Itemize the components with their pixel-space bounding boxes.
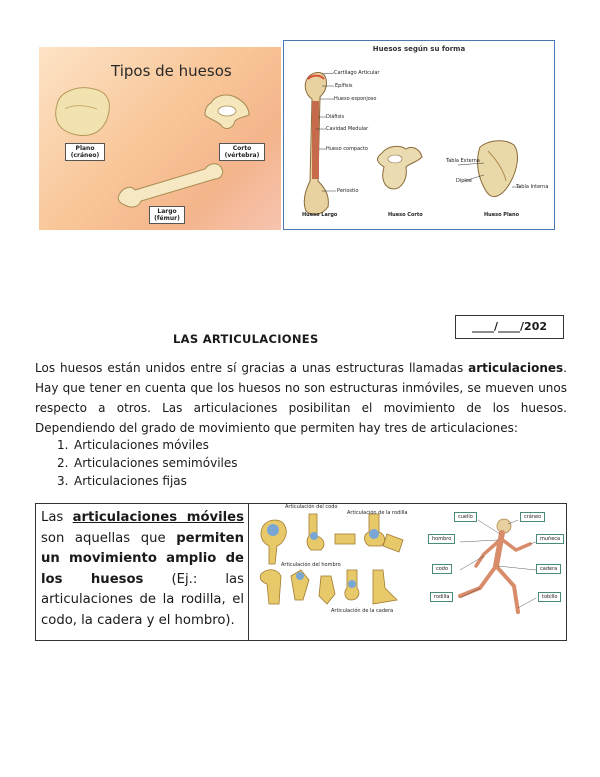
bone-types-figure <box>39 47 281 230</box>
label-esponjoso: Hueso esponjoso <box>334 96 377 102</box>
list-item: 1. Articulaciones móviles <box>57 438 209 452</box>
label-tabla-externa: Tabla Externa <box>446 158 480 164</box>
skeleton-tag: cadera <box>536 564 561 574</box>
intro-paragraph: Los huesos están unidos entre sí gracias a unas estructuras llamadas articulaciones. Hay que tener en cuenta que los huesos no son estructuras inmóviles, se mueven unos respecto a otros. Las articulaciones posibilitan el movimiento de los huesos. Dependiendo del grado de movimiento que permiten hay tres de articulaciones: <box>35 361 567 435</box>
date-field[interactable]: ____/____/202 <box>455 315 564 339</box>
joint-tag: Articulación del codo <box>285 504 338 510</box>
joints-drawing <box>251 504 409 640</box>
label-largo: Largo (fémur) <box>149 206 185 224</box>
skeleton-tag: tobillo <box>538 592 561 602</box>
label-tabla-interna: Tabla Interna <box>516 184 549 190</box>
joint-types-list <box>57 436 238 490</box>
movable-joints-text-cell <box>36 504 249 640</box>
label-diafisis: Diáfisis <box>326 114 345 120</box>
bones-by-shape-figure <box>283 40 555 230</box>
label-plano: Plano (cráneo) <box>65 143 105 161</box>
label-cartilago: Cartílago Articular <box>334 70 380 76</box>
label-diploe: Díploe <box>456 178 472 184</box>
bone-types-title: Tipos de huesos <box>111 62 232 80</box>
label-hueso-corto: Hueso Corto <box>388 212 423 218</box>
bone-types-drawing <box>39 47 281 230</box>
skeleton-tag: muñeca <box>536 534 564 544</box>
label-epifisis: Epífisis <box>335 83 353 89</box>
movable-joints-description: Las articulaciones móviles son aquellas que permiten un movimiento amplio de los huesos (Ej.: las articulaciones de la rodilla, el codo, la cadera y el hombro). <box>41 510 244 628</box>
skeleton-tag: hombro <box>428 534 455 544</box>
label-hueso-plano: Hueso Plano <box>484 212 520 218</box>
label-medular: Cavidad Medular <box>326 126 369 132</box>
movable-joints-table <box>35 503 567 641</box>
skeleton-tag: codo <box>432 564 452 574</box>
list-item: 3. Articulaciones fijas <box>57 474 187 488</box>
skeleton-illustration <box>426 504 564 640</box>
skeleton-tag: cráneo <box>520 512 545 522</box>
label-hueso-largo: Hueso Largo <box>302 212 338 218</box>
page-title: LAS ARTICULACIONES <box>173 332 319 346</box>
list-item: 2. Articulaciones semimóviles <box>57 456 238 470</box>
label-corto: Corto (vértebra) <box>219 143 265 161</box>
skeleton-tag: rodilla <box>430 592 453 602</box>
label-compacto: Hueso compacto <box>326 146 368 152</box>
joint-tag: Articulación de la cadera <box>331 608 394 614</box>
bones-shape-title: Huesos según su forma <box>372 45 466 53</box>
bones-shape-drawing <box>284 41 554 229</box>
joint-tag: Articulación de la rodilla <box>347 510 408 516</box>
label-periostio: Periostio <box>337 188 359 194</box>
joint-tag: Articulación del hombro <box>281 562 341 568</box>
skeleton-tag: cuello <box>454 512 477 522</box>
joints-illustration <box>251 504 409 640</box>
